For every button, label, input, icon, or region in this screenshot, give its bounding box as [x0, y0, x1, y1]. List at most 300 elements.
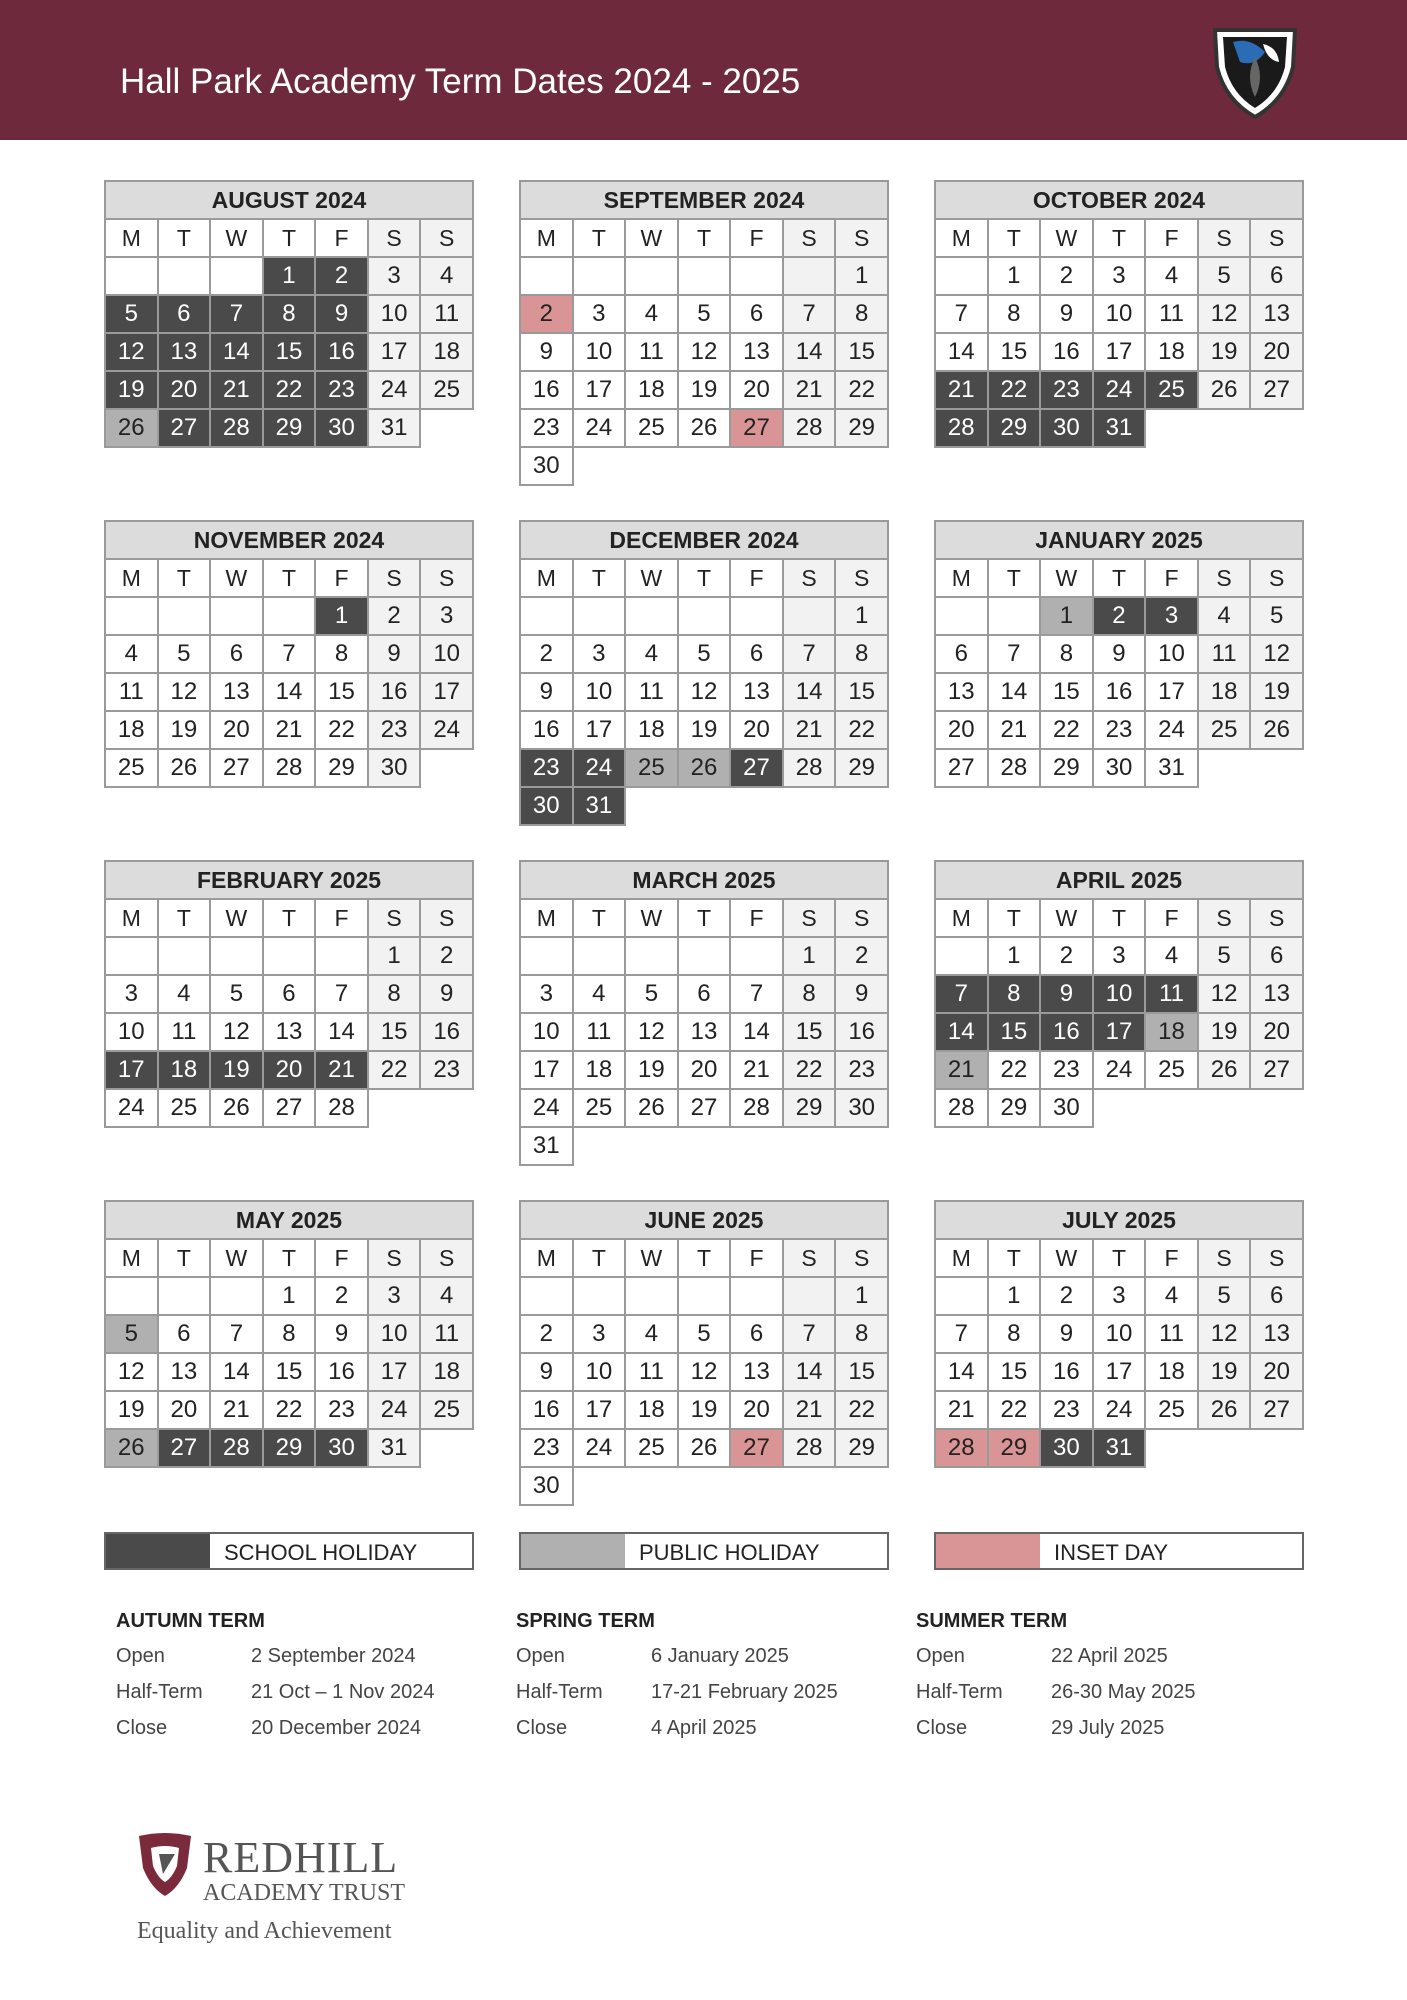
day-cell: 13 — [935, 673, 988, 711]
day-cell: 22 — [988, 371, 1041, 409]
weekday-label: S — [835, 559, 888, 597]
day-cell: 2 — [315, 1277, 368, 1315]
weekday-label: F — [1145, 1239, 1198, 1277]
day-cell: 30 — [1040, 1429, 1093, 1467]
empty-cell — [573, 597, 626, 635]
day-cell: 3 — [105, 975, 158, 1013]
day-cell: 14 — [935, 1353, 988, 1391]
day-cell: 12 — [678, 1353, 731, 1391]
term-row — [516, 1717, 876, 1753]
day-cell: 28 — [935, 1089, 988, 1127]
day-cell: 23 — [520, 749, 573, 787]
empty-cell — [730, 257, 783, 295]
empty-cell — [1250, 409, 1303, 447]
empty-cell — [1250, 749, 1303, 787]
day-cell: 25 — [625, 749, 678, 787]
empty-cell — [1250, 1089, 1303, 1127]
day-cell: 4 — [1145, 937, 1198, 975]
day-cell: 8 — [835, 1315, 888, 1353]
weekday-label: T — [263, 219, 316, 257]
empty-cell — [783, 1467, 836, 1505]
term-key: Close — [916, 1717, 968, 1739]
day-cell: 18 — [1198, 673, 1251, 711]
day-cell: 12 — [105, 333, 158, 371]
weekday-label: S — [420, 899, 473, 937]
day-cell: 19 — [678, 711, 731, 749]
term-key: Half-Term — [116, 1681, 203, 1703]
day-cell: 28 — [783, 409, 836, 447]
day-cell: 17 — [520, 1051, 573, 1089]
day-cell: 8 — [263, 295, 316, 333]
day-cell: 17 — [1093, 333, 1146, 371]
day-cell: 9 — [315, 295, 368, 333]
weekday-label: W — [1040, 899, 1093, 937]
day-cell: 9 — [315, 1315, 368, 1353]
day-cell: 12 — [1198, 1315, 1251, 1353]
day-cell: 15 — [835, 333, 888, 371]
weekday-label: F — [315, 219, 368, 257]
empty-cell — [935, 257, 988, 295]
day-cell: 24 — [368, 371, 421, 409]
day-cell: 2 — [1093, 597, 1146, 635]
weekday-label: S — [783, 1239, 836, 1277]
empty-cell — [520, 1277, 573, 1315]
term-row — [516, 1645, 876, 1681]
day-cell: 27 — [730, 749, 783, 787]
day-cell: 6 — [678, 975, 731, 1013]
term-value: 2 September 2024 — [251, 1645, 416, 1667]
day-cell: 25 — [573, 1089, 626, 1127]
day-cell: 21 — [988, 711, 1041, 749]
day-cell: 2 — [1040, 937, 1093, 975]
empty-cell — [105, 257, 158, 295]
term-value: 22 April 2025 — [1051, 1645, 1168, 1667]
day-cell: 30 — [368, 749, 421, 787]
day-cell: 9 — [1093, 635, 1146, 673]
day-cell: 19 — [625, 1051, 678, 1089]
empty-cell — [678, 257, 731, 295]
weekday-label: T — [158, 219, 211, 257]
day-cell: 15 — [835, 1353, 888, 1391]
day-cell: 20 — [1250, 1013, 1303, 1051]
day-cell: 19 — [678, 1391, 731, 1429]
legend-swatch — [936, 1534, 1040, 1568]
day-cell: 2 — [520, 635, 573, 673]
term-key: Half-Term — [916, 1681, 1003, 1703]
day-cell: 9 — [520, 1353, 573, 1391]
weekday-label: T — [158, 559, 211, 597]
day-cell: 1 — [835, 1277, 888, 1315]
day-cell: 25 — [1145, 1051, 1198, 1089]
day-cell: 13 — [263, 1013, 316, 1051]
weekday-label: M — [520, 899, 573, 937]
weekday-label: T — [988, 899, 1041, 937]
day-cell: 7 — [988, 635, 1041, 673]
empty-cell — [1145, 1089, 1198, 1127]
day-cell: 19 — [105, 371, 158, 409]
trust-subname: ACADEMY TRUST — [203, 1880, 406, 1906]
day-cell: 10 — [573, 673, 626, 711]
day-cell: 23 — [1040, 371, 1093, 409]
day-cell: 24 — [573, 409, 626, 447]
empty-cell — [783, 1127, 836, 1165]
day-cell: 6 — [158, 295, 211, 333]
empty-cell — [573, 257, 626, 295]
weekday-label: S — [835, 899, 888, 937]
day-cell: 23 — [520, 409, 573, 447]
day-cell: 11 — [1145, 975, 1198, 1013]
day-cell: 14 — [783, 1353, 836, 1391]
day-cell: 15 — [368, 1013, 421, 1051]
day-cell: 23 — [315, 371, 368, 409]
day-cell: 21 — [263, 711, 316, 749]
day-cell: 24 — [105, 1089, 158, 1127]
day-cell: 23 — [835, 1051, 888, 1089]
day-cell: 18 — [1145, 1013, 1198, 1051]
month-name: APRIL 2025 — [935, 861, 1303, 899]
weekday-label: M — [105, 559, 158, 597]
day-cell: 17 — [573, 371, 626, 409]
day-cell: 25 — [625, 409, 678, 447]
day-cell: 16 — [1040, 333, 1093, 371]
day-cell: 10 — [1145, 635, 1198, 673]
empty-cell — [420, 409, 473, 447]
day-cell: 3 — [1093, 937, 1146, 975]
month-name: JANUARY 2025 — [935, 521, 1303, 559]
empty-cell — [210, 257, 263, 295]
empty-cell — [1198, 409, 1251, 447]
empty-cell — [835, 447, 888, 485]
empty-cell — [420, 749, 473, 787]
day-cell: 12 — [158, 673, 211, 711]
day-cell: 29 — [835, 749, 888, 787]
day-cell: 19 — [1250, 673, 1303, 711]
day-cell: 6 — [1250, 1277, 1303, 1315]
empty-cell — [678, 1127, 731, 1165]
empty-cell — [368, 1089, 421, 1127]
day-cell: 6 — [210, 635, 263, 673]
empty-cell — [678, 597, 731, 635]
weekday-label: S — [783, 219, 836, 257]
day-cell: 18 — [420, 333, 473, 371]
day-cell: 26 — [678, 409, 731, 447]
day-cell: 15 — [315, 673, 368, 711]
weekday-label: W — [1040, 559, 1093, 597]
weekday-label: M — [520, 559, 573, 597]
term-value: 20 December 2024 — [251, 1717, 422, 1739]
day-cell: 7 — [783, 1315, 836, 1353]
day-cell: 16 — [520, 711, 573, 749]
empty-cell — [625, 1127, 678, 1165]
weekday-label: T — [678, 1239, 731, 1277]
day-cell: 29 — [315, 749, 368, 787]
empty-cell — [678, 787, 731, 825]
day-cell: 22 — [315, 711, 368, 749]
empty-cell — [730, 937, 783, 975]
term-key: Open — [916, 1645, 965, 1667]
day-cell: 11 — [420, 295, 473, 333]
day-cell: 9 — [420, 975, 473, 1013]
day-cell: 21 — [783, 1391, 836, 1429]
day-cell: 24 — [1093, 1391, 1146, 1429]
weekday-label: T — [573, 1239, 626, 1277]
day-cell: 1 — [263, 1277, 316, 1315]
day-cell: 18 — [573, 1051, 626, 1089]
day-cell: 3 — [573, 635, 626, 673]
autumn-term — [116, 1610, 476, 1753]
month-calendar — [519, 1200, 889, 1506]
day-cell: 22 — [1040, 711, 1093, 749]
weekday-label: F — [315, 899, 368, 937]
day-cell: 13 — [730, 1353, 783, 1391]
day-cell: 1 — [783, 937, 836, 975]
month-name: SEPTEMBER 2024 — [520, 181, 888, 219]
day-cell: 17 — [573, 711, 626, 749]
day-cell: 14 — [783, 673, 836, 711]
term-row — [916, 1681, 1276, 1717]
day-cell: 15 — [263, 333, 316, 371]
empty-cell — [935, 937, 988, 975]
day-cell: 12 — [1198, 295, 1251, 333]
day-cell: 26 — [1198, 1051, 1251, 1089]
month-name: OCTOBER 2024 — [935, 181, 1303, 219]
term-row — [116, 1681, 476, 1717]
day-cell: 2 — [520, 1315, 573, 1353]
day-cell: 11 — [105, 673, 158, 711]
empty-cell — [678, 1467, 731, 1505]
empty-cell — [835, 1127, 888, 1165]
month-name: DECEMBER 2024 — [520, 521, 888, 559]
day-cell: 18 — [420, 1353, 473, 1391]
summer-term — [916, 1610, 1276, 1753]
day-cell: 14 — [263, 673, 316, 711]
day-cell: 14 — [210, 333, 263, 371]
day-cell: 5 — [1198, 257, 1251, 295]
day-cell: 4 — [1145, 257, 1198, 295]
weekday-label: S — [1250, 1239, 1303, 1277]
weekday-label: T — [678, 219, 731, 257]
day-cell: 23 — [1093, 711, 1146, 749]
weekday-label: F — [730, 1239, 783, 1277]
day-cell: 29 — [783, 1089, 836, 1127]
day-cell: 23 — [520, 1429, 573, 1467]
day-cell: 31 — [368, 409, 421, 447]
day-cell: 19 — [105, 1391, 158, 1429]
day-cell: 30 — [835, 1089, 888, 1127]
day-cell: 8 — [988, 1315, 1041, 1353]
empty-cell — [730, 447, 783, 485]
day-cell: 5 — [210, 975, 263, 1013]
weekday-label: W — [625, 1239, 678, 1277]
month-calendar — [519, 860, 889, 1166]
day-cell: 12 — [678, 333, 731, 371]
weekday-label: S — [420, 219, 473, 257]
weekday-label: M — [935, 219, 988, 257]
day-cell: 20 — [935, 711, 988, 749]
empty-cell — [573, 1127, 626, 1165]
day-cell: 17 — [368, 333, 421, 371]
empty-cell — [625, 447, 678, 485]
empty-cell — [1250, 1429, 1303, 1467]
day-cell: 8 — [1040, 635, 1093, 673]
day-cell: 10 — [368, 1315, 421, 1353]
legend-inset-day — [934, 1532, 1304, 1570]
day-cell: 29 — [988, 1089, 1041, 1127]
weekday-label: M — [935, 559, 988, 597]
term-key: Open — [516, 1645, 565, 1667]
legend-label: PUBLIC HOLIDAY — [639, 1540, 820, 1565]
day-cell: 2 — [315, 257, 368, 295]
day-cell: 5 — [158, 635, 211, 673]
empty-cell — [625, 1467, 678, 1505]
day-cell: 31 — [368, 1429, 421, 1467]
day-cell: 3 — [420, 597, 473, 635]
day-cell: 22 — [368, 1051, 421, 1089]
weekday-label: T — [263, 899, 316, 937]
day-cell: 21 — [210, 371, 263, 409]
day-cell: 18 — [625, 371, 678, 409]
empty-cell — [520, 257, 573, 295]
day-cell: 1 — [835, 257, 888, 295]
weekday-label: S — [1198, 1239, 1251, 1277]
empty-cell — [730, 1277, 783, 1315]
empty-cell — [625, 937, 678, 975]
weekday-label: F — [315, 559, 368, 597]
day-cell: 4 — [420, 1277, 473, 1315]
weekday-label: S — [420, 559, 473, 597]
day-cell: 13 — [1250, 1315, 1303, 1353]
day-cell: 26 — [1198, 1391, 1251, 1429]
day-cell: 10 — [573, 333, 626, 371]
day-cell: 30 — [520, 447, 573, 485]
day-cell: 17 — [105, 1051, 158, 1089]
day-cell: 16 — [1093, 673, 1146, 711]
day-cell: 11 — [573, 1013, 626, 1051]
weekday-label: T — [988, 219, 1041, 257]
day-cell: 7 — [783, 295, 836, 333]
term-value: 4 April 2025 — [651, 1717, 757, 1739]
term-value: 17-21 February 2025 — [651, 1681, 838, 1703]
day-cell: 7 — [315, 975, 368, 1013]
empty-cell — [158, 937, 211, 975]
weekday-label: W — [1040, 1239, 1093, 1277]
day-cell: 18 — [1145, 333, 1198, 371]
empty-cell — [210, 1277, 263, 1315]
empty-cell — [1145, 1429, 1198, 1467]
day-cell: 9 — [1040, 295, 1093, 333]
day-cell: 21 — [935, 1391, 988, 1429]
day-cell: 5 — [678, 1315, 731, 1353]
empty-cell — [1198, 749, 1251, 787]
month-name: MAY 2025 — [105, 1201, 473, 1239]
day-cell: 26 — [105, 1429, 158, 1467]
day-cell: 29 — [263, 1429, 316, 1467]
day-cell: 22 — [263, 1391, 316, 1429]
day-cell: 11 — [625, 1353, 678, 1391]
day-cell: 19 — [210, 1051, 263, 1089]
day-cell: 10 — [1093, 975, 1146, 1013]
day-cell: 23 — [315, 1391, 368, 1429]
calendar-grid — [104, 180, 1304, 1510]
day-cell: 11 — [625, 333, 678, 371]
weekday-label: T — [1093, 899, 1146, 937]
weekday-label: T — [158, 1239, 211, 1277]
weekday-label: W — [1040, 219, 1093, 257]
day-cell: 3 — [368, 257, 421, 295]
day-cell: 8 — [988, 295, 1041, 333]
weekday-label: S — [368, 559, 421, 597]
day-cell: 6 — [158, 1315, 211, 1353]
day-cell: 6 — [730, 635, 783, 673]
day-cell: 13 — [678, 1013, 731, 1051]
day-cell: 27 — [158, 409, 211, 447]
day-cell: 18 — [625, 711, 678, 749]
day-cell: 13 — [158, 333, 211, 371]
day-cell: 11 — [625, 673, 678, 711]
weekday-label: M — [935, 899, 988, 937]
legend-label: SCHOOL HOLIDAY — [224, 1540, 418, 1565]
weekday-label: S — [1250, 559, 1303, 597]
day-cell: 11 — [158, 1013, 211, 1051]
day-cell: 29 — [988, 409, 1041, 447]
day-cell: 27 — [678, 1089, 731, 1127]
weekday-label: M — [105, 219, 158, 257]
empty-cell — [263, 937, 316, 975]
day-cell: 15 — [263, 1353, 316, 1391]
day-cell: 20 — [730, 711, 783, 749]
day-cell: 25 — [1145, 371, 1198, 409]
trust-name: REDHILL — [203, 1833, 399, 1882]
day-cell: 10 — [1093, 1315, 1146, 1353]
day-cell: 30 — [1040, 1089, 1093, 1127]
weekday-label: M — [105, 1239, 158, 1277]
day-cell: 16 — [420, 1013, 473, 1051]
month-calendar — [519, 180, 889, 486]
empty-cell — [730, 1467, 783, 1505]
day-cell: 7 — [935, 1315, 988, 1353]
day-cell: 30 — [520, 1467, 573, 1505]
day-cell: 14 — [935, 333, 988, 371]
day-cell: 5 — [1198, 1277, 1251, 1315]
weekday-label: S — [835, 1239, 888, 1277]
month-calendar — [934, 860, 1304, 1128]
day-cell: 28 — [783, 749, 836, 787]
day-cell: 10 — [1093, 295, 1146, 333]
empty-cell — [573, 937, 626, 975]
weekday-label: M — [520, 1239, 573, 1277]
day-cell: 2 — [368, 597, 421, 635]
day-cell: 11 — [1198, 635, 1251, 673]
day-cell: 24 — [368, 1391, 421, 1429]
day-cell: 17 — [1145, 673, 1198, 711]
legend-swatch — [521, 1534, 625, 1568]
empty-cell — [935, 1277, 988, 1315]
day-cell: 18 — [1145, 1353, 1198, 1391]
day-cell: 16 — [520, 1391, 573, 1429]
day-cell: 30 — [315, 1429, 368, 1467]
day-cell: 19 — [1198, 333, 1251, 371]
day-cell: 8 — [835, 635, 888, 673]
day-cell: 17 — [573, 1391, 626, 1429]
day-cell: 9 — [835, 975, 888, 1013]
day-cell: 27 — [158, 1429, 211, 1467]
weekday-label: W — [210, 559, 263, 597]
weekday-label: T — [1093, 559, 1146, 597]
day-cell: 29 — [835, 1429, 888, 1467]
month-calendar — [934, 1200, 1304, 1468]
day-cell: 31 — [520, 1127, 573, 1165]
day-cell: 24 — [1093, 1051, 1146, 1089]
